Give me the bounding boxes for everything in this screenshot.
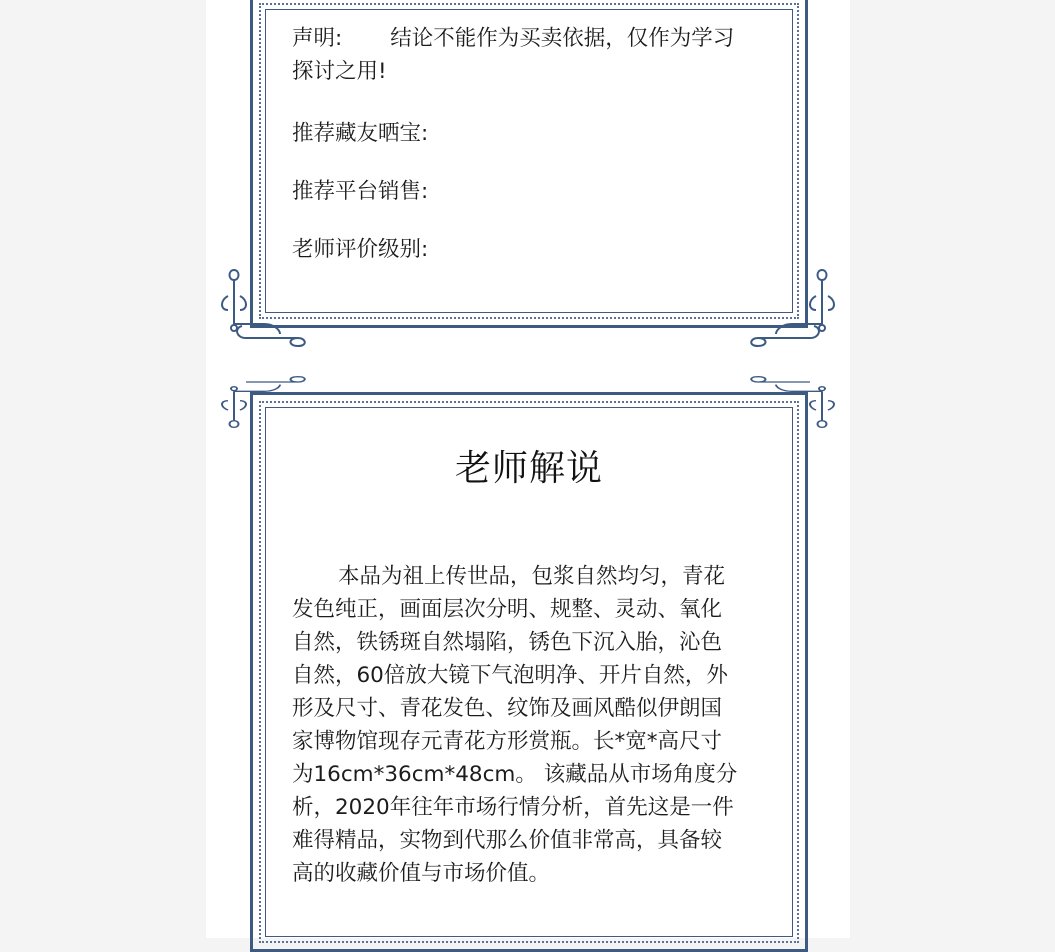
commentary-line: 高的收藏价值与市场价值。 (292, 861, 551, 886)
commentary-line: 本品为祖上传世品，包浆自然均匀，青花 (338, 564, 726, 589)
commentary-line: 自然，60倍放大镜下气泡明净、开片自然，外 (292, 663, 728, 688)
commentary-line: 家博物馆现存元青花方形赏瓶。长*宽*高尺寸 (292, 729, 723, 754)
commentary-line: 自然，铁锈斑自然塌陷，锈色下沉入胎，沁色 (292, 630, 723, 655)
commentary-line: 形及尺寸、青花发色、纹饰及画风酷似伊朗国 (292, 696, 723, 721)
declaration-body: 结论不能作为买卖依据，仅作为学习 (390, 26, 735, 51)
commentary-paragraph (292, 560, 768, 890)
declaration-label: 声明: (292, 26, 343, 51)
corner-scroll-ornament-icon (744, 370, 840, 430)
commentary-line: 析，2020年往年市场行情分析，首先这是一件 (292, 795, 734, 820)
field-recommend-collectors: 推荐藏友晒宝: (292, 121, 429, 146)
declaration-text (292, 22, 768, 88)
corner-scroll-ornament-icon (216, 266, 312, 356)
corner-scroll-ornament-icon (744, 266, 840, 356)
commentary-line: 难得精品，实物到代那么价值非常高，具备较 (292, 828, 723, 853)
commentary-line: 为16cm*36cm*48cm。 该藏品从市场角度分 (292, 762, 738, 787)
field-teacher-rating: 老师评价级别: (292, 237, 429, 262)
declaration-body-cont: 探讨之用! (292, 59, 387, 84)
commentary-line: 发色纯正，画面层次分明、规整、灵动、氧化 (292, 597, 723, 622)
section-title: 老师解说 (454, 448, 603, 489)
corner-scroll-ornament-icon (216, 370, 312, 430)
field-recommend-platform: 推荐平台销售: (292, 179, 429, 204)
